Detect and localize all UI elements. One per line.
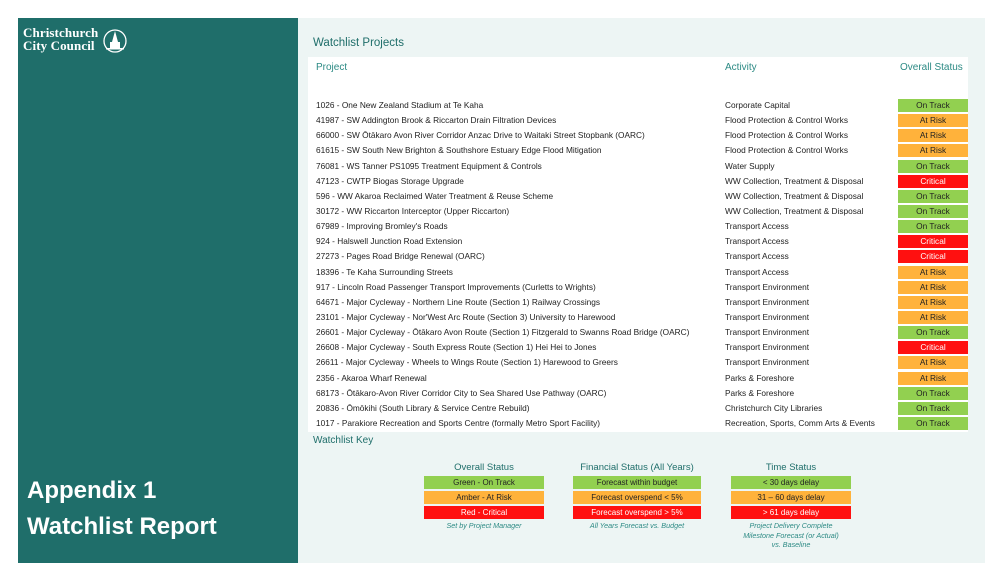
cathedral-icon [103,28,127,54]
key-overall-green: Green - On Track [424,476,544,489]
activity-cell: Transport Access [725,221,789,232]
project-cell: 924 - Halswell Junction Road Extension [316,236,463,247]
table-row [308,340,968,355]
main-panel [298,18,985,563]
activity-cell: Transport Environment [725,296,810,307]
table-row [308,249,968,264]
activity-cell: WW Collection, Treatment & Disposal [725,205,864,216]
activity-cell: Recreation, Sports, Comm Arts & Events [725,417,875,428]
project-cell: 66000 - SW Ōtākaro Avon River Corridor Anzac Drive to Waitaki Street Stopbank (OARC) [316,130,645,141]
status-badge: Critical [898,250,968,263]
key-financial-status [573,462,701,531]
table-row [308,234,968,249]
table-row [308,174,968,189]
key-financial-head: Financial Status (All Years) [580,462,694,473]
project-cell: 76081 - WS Tanner PS1095 Treatment Equipment & Controls [316,160,542,171]
key-time-head: Time Status [765,462,817,473]
project-cell: 26608 - Major Cycleway - South Express Route (Section 1) Hei Hei to Jones [316,342,597,353]
column-header-activity: Activity [725,62,757,73]
table-row [308,416,968,431]
report-title-line-2: Watchlist Report [27,513,217,540]
project-cell: 68173 - Ōtākaro-Avon River Corridor City to Sea Shared Use Pathway (OARC) [316,387,607,398]
activity-cell: Flood Protection & Control Works [725,115,848,126]
status-badge: On Track [898,190,968,203]
logo-line-2: City Council [23,38,95,53]
activity-cell: Transport Access [725,251,789,262]
report-title [27,473,217,545]
key-time-note-1: Project Delivery Complete [749,521,833,530]
project-cell: 41987 - SW Addington Brook & Riccarton Drain Filtration Devices [316,115,557,126]
project-cell: 20836 - Ōmōkihi (South Library & Service Centre Rebuild) [316,402,530,413]
table-row [308,204,968,219]
project-cell: 26601 - Major Cycleway - Ōtākaro Avon Route (Section 1) Fitzgerald to Swanns Road Bridge (OARC) [316,327,690,338]
column-header-status: Overall Status [900,62,963,73]
key-overall-head: Overall Status [454,462,514,473]
project-cell: 47123 - CWTP Biogas Storage Upgrade [316,175,464,186]
key-time-red: > 61 days delay [731,506,851,519]
status-badge: At Risk [898,281,968,294]
project-cell: 18396 - Te Kaha Surrounding Streets [316,266,453,277]
status-badge: On Track [898,160,968,173]
project-cell: 23101 - Major Cycleway - Nor'West Arc Route (Section 3) University to Harewood [316,311,616,322]
status-badge: On Track [898,402,968,415]
table-row [308,401,968,416]
status-badge: On Track [898,417,968,430]
key-time-amber: 31 – 60 days delay [731,491,851,504]
table-row [308,355,968,370]
status-badge: At Risk [898,114,968,127]
project-cell: 1026 - One New Zealand Stadium at Te Kaha [316,100,484,110]
table-row [308,128,968,143]
status-badge: At Risk [898,356,968,369]
status-badge: Critical [898,341,968,354]
status-badge: At Risk [898,144,968,157]
table-row [308,113,968,128]
status-badge: On Track [898,326,968,339]
key-time-status [731,462,851,550]
key-financial-green: Forecast within budget [573,476,701,489]
table-row [308,386,968,401]
activity-cell: Corporate Capital [725,100,791,110]
key-title: Watchlist Key [313,435,374,446]
sidebar-panel [18,18,298,563]
status-badge: On Track [898,205,968,218]
status-badge: Critical [898,175,968,188]
key-financial-red: Forecast overspend > 5% [573,506,701,519]
table-row [308,189,968,204]
table-row [308,159,968,174]
key-time-note-2: Milestone Forecast (or Actual) [743,530,839,540]
activity-cell: Transport Access [725,266,789,277]
activity-cell: Transport Environment [725,357,810,368]
activity-cell: Transport Environment [725,327,810,338]
key-overall-status [424,462,544,531]
project-cell: 596 - WW Akaroa Reclaimed Water Treatment & Reuse Scheme [316,190,554,201]
status-badge: On Track [898,220,968,233]
table-row [308,265,968,280]
table-row [308,325,968,340]
activity-cell: Transport Access [725,236,789,247]
project-cell: 1017 - Parakiore Recreation and Sports Centre (formally Metro Sport Facility) [316,417,601,428]
watchlist-rows [308,98,968,431]
project-cell: 26611 - Major Cycleway - Wheels to Wings Route (Section 1) Harewood to Greers [316,357,618,368]
project-cell: 30172 - WW Riccarton Interceptor (Upper Riccarton) [316,205,510,216]
status-badge: At Risk [898,129,968,142]
key-financial-amber: Forecast overspend < 5% [573,491,701,504]
logo-line-1: Christchurch [23,25,99,40]
activity-cell: Transport Environment [725,281,810,292]
activity-cell: Flood Protection & Control Works [725,145,848,156]
status-badge: At Risk [898,266,968,279]
project-cell: 61615 - SW South New Brighton & Southshore Estuary Edge Flood Mitigation [316,145,602,156]
council-logo [23,26,98,52]
table-row [308,371,968,386]
report-title-line-1: Appendix 1 [27,477,157,504]
project-cell: 27273 - Pages Road Bridge Renewal (OARC) [316,251,485,262]
table-row [308,280,968,295]
status-badge: At Risk [898,296,968,309]
column-header-project: Project [316,62,348,73]
table-row [308,143,968,158]
status-badge: At Risk [898,372,968,385]
watchlist-title: Watchlist Projects [313,37,404,49]
key-time-green: < 30 days delay [731,476,851,489]
project-cell: 917 - Lincoln Road Passenger Transport Improvements (Curletts to Wrights) [316,281,596,292]
table-row [308,310,968,325]
activity-cell: Christchurch City Libraries [725,402,823,413]
status-badge: On Track [898,99,968,112]
key-overall-red: Red - Critical [424,506,544,519]
key-overall-note: Set by Project Manager [446,521,522,530]
key-financial-note: All Years Forecast vs. Budget [589,521,685,530]
project-cell: 67989 - Improving Bromley's Roads [316,221,448,232]
activity-cell: WW Collection, Treatment & Disposal [725,190,864,201]
activity-cell: Water Supply [725,160,775,171]
table-row [308,295,968,310]
activity-cell: Transport Environment [725,342,810,353]
key-time-note-3: vs. Baseline [771,540,811,549]
activity-cell: Transport Environment [725,311,810,322]
activity-cell: Flood Protection & Control Works [725,130,848,141]
activity-cell: Parks & Foreshore [725,387,795,398]
table-row [308,219,968,234]
activity-cell: WW Collection, Treatment & Disposal [725,175,864,186]
status-badge: At Risk [898,311,968,324]
project-cell: 64671 - Major Cycleway - Northern Line Route (Section 1) Railway Crossings [316,296,601,307]
status-badge: On Track [898,387,968,400]
activity-cell: Parks & Foreshore [725,372,795,383]
status-badge: Critical [898,235,968,248]
table-row [308,98,968,113]
key-overall-amber: Amber - At Risk [424,491,544,504]
project-cell: 2356 - Akaroa Wharf Renewal [316,372,427,383]
